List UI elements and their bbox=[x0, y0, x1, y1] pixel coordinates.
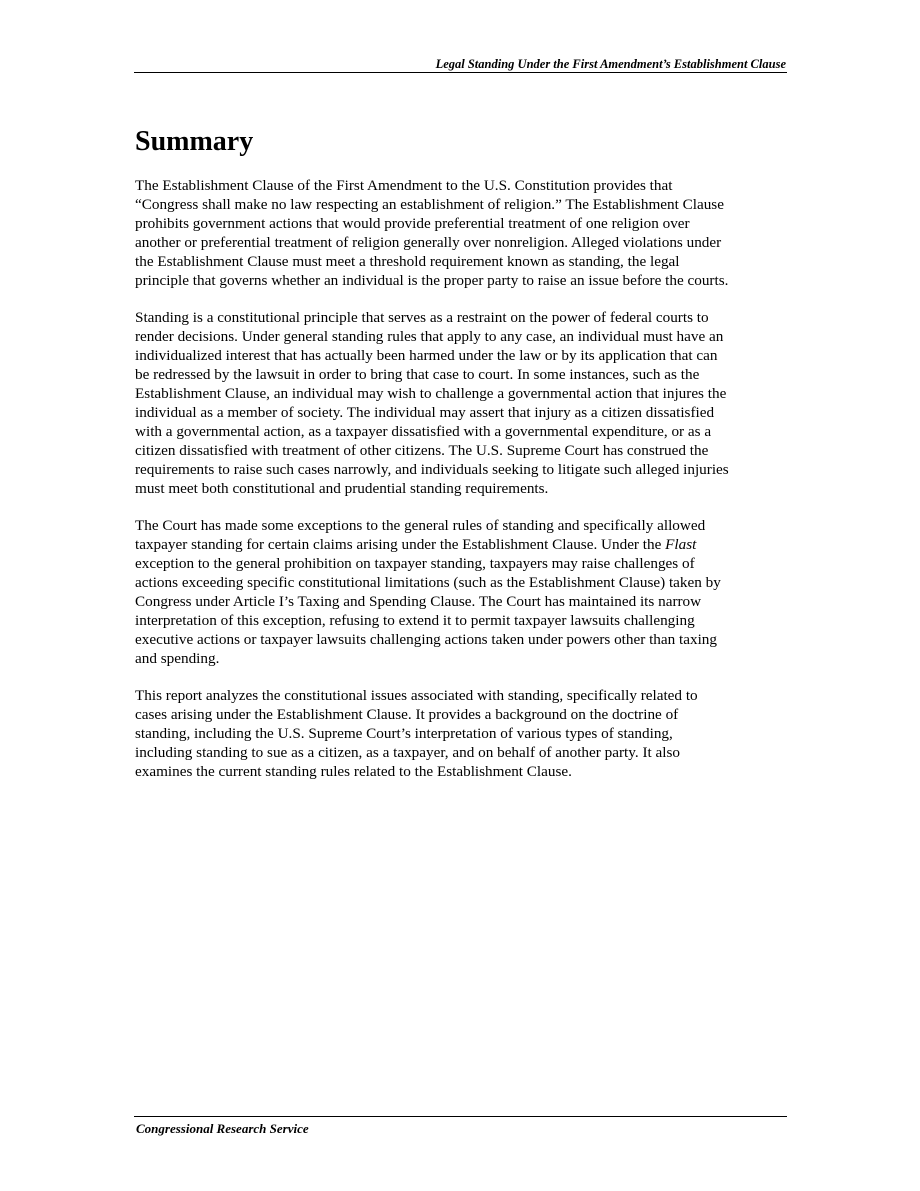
text-line: interpretation of this exception, refusing to extend it to permit taxpayer lawsuits challenging bbox=[135, 612, 695, 629]
text-line: actions exceeding specific constitutional limitations (such as the Establishment Clause) taken by bbox=[135, 574, 721, 591]
text-line: executive actions or taxpayer lawsuits challenging actions taken under powers other than taxing bbox=[135, 631, 717, 648]
text-line: individual as a member of society. The individual may assert that injury as a citizen dissatisfied bbox=[135, 404, 715, 421]
text-line: another or preferential treatment of religion generally over nonreligion. Alleged violations under bbox=[135, 234, 722, 251]
text-line: citizen dissatisfied with treatment of other citizens. The U.S. Supreme Court has construed the bbox=[135, 442, 709, 459]
text-line: render decisions. Under general standing rules that apply to any case, an individual must have an bbox=[135, 328, 724, 345]
text-line: must meet both constitutional and prudential standing requirements. bbox=[135, 480, 549, 497]
summary-paragraph-2 bbox=[135, 308, 790, 498]
header-rule bbox=[134, 72, 787, 73]
text-line: with a governmental action, as a taxpayer dissatisfied with a governmental expenditure, or as a bbox=[135, 423, 712, 440]
text-line: be redressed by the lawsuit in order to bring that case to court. In some instances, such as the bbox=[135, 366, 700, 383]
text-line: Congress under Article I’s Taxing and Spending Clause. The Court has maintained its narrow bbox=[135, 593, 702, 610]
text-line: Standing is a constitutional principle that serves as a restraint on the power of federal courts to bbox=[135, 309, 709, 326]
text-line: standing, including the U.S. Supreme Court’s interpretation of various types of standing, bbox=[135, 725, 673, 742]
running-header: Legal Standing Under the First Amendment’s Establishment Clause bbox=[435, 57, 786, 71]
text-line: including standing to sue as a citizen, as a taxpayer, and on behalf of another party. It also bbox=[135, 744, 680, 761]
text-line: cases arising under the Establishment Clause. It provides a background on the doctrine of bbox=[135, 706, 679, 723]
text-line: exception to the general prohibition on taxpayer standing, taxpayers may raise challenges of bbox=[135, 555, 695, 572]
summary-paragraph-1 bbox=[135, 176, 790, 290]
text-line bbox=[135, 535, 790, 554]
text-line: The Court has made some exceptions to the general rules of standing and specifically allowed bbox=[135, 517, 706, 534]
summary-body bbox=[135, 176, 790, 799]
text-line: Establishment Clause, an individual may wish to challenge a governmental action that injures the bbox=[135, 385, 727, 402]
footer-rule bbox=[134, 1116, 787, 1117]
text-segment: taxpayer standing for certain claims arising under the Establishment Clause. Under the bbox=[135, 536, 666, 553]
text-line: and spending. bbox=[135, 650, 220, 667]
text-line: prohibits government actions that would provide preferential treatment of one religion over bbox=[135, 215, 690, 232]
summary-paragraph-3 bbox=[135, 516, 790, 668]
text-line: The Establishment Clause of the First Amendment to the U.S. Constitution provides that bbox=[135, 177, 673, 194]
text-line: This report analyzes the constitutional issues associated with standing, specifically related to bbox=[135, 687, 698, 704]
text-line: the Establishment Clause must meet a threshold requirement known as standing, the legal bbox=[135, 253, 680, 270]
case-name-flast: Flast bbox=[665, 536, 697, 553]
text-line: requirements to raise such cases narrowly, and individuals seeking to litigate such alleged injuries bbox=[135, 461, 729, 478]
text-line: individualized interest that has actually been harmed under the law or by its application that can bbox=[135, 347, 718, 364]
section-title: Summary bbox=[135, 126, 254, 157]
text-line: “Congress shall make no law respecting an establishment of religion.” The Establishment Clause bbox=[135, 196, 724, 213]
summary-paragraph-4 bbox=[135, 686, 790, 781]
text-line: examines the current standing rules related to the Establishment Clause. bbox=[135, 763, 572, 780]
text-line: principle that governs whether an individual is the proper party to raise an issue before the courts. bbox=[135, 272, 729, 289]
running-footer: Congressional Research Service bbox=[136, 1121, 309, 1136]
